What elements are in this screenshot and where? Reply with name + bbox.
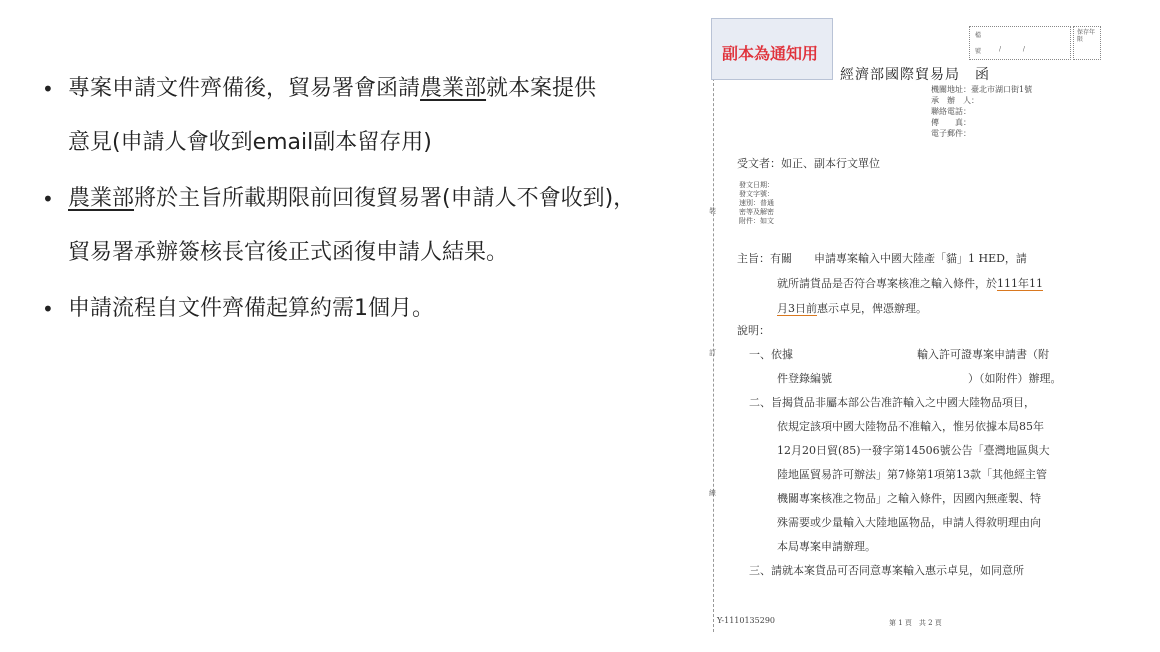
- bullet-1-text-b: 就本案提供: [486, 76, 597, 101]
- bullet-item-2: [42, 172, 682, 280]
- dispatch-number: 發文字號：: [739, 190, 774, 198]
- recipient-line: 受文者：如正、副本行文單位: [737, 157, 880, 170]
- document-code: Y-1110135290: [717, 616, 776, 625]
- explanation-line: 三、請就本案貨品可否同意專案輸入惠示卓見，如同意所: [749, 564, 1024, 577]
- bullet-2-line-1: [68, 172, 682, 226]
- explanation-line: 本局專案申請辦理。: [777, 540, 876, 553]
- file-number-box: [969, 26, 1101, 60]
- official-letter-image: [711, 18, 1111, 632]
- bullet-1-text-a: 專案申請文件齊備後，貿易署會函請: [68, 76, 421, 101]
- explanation-line: 二、旨揭貨品非屬本部公告准許輸入之中國大陸物品項目，: [749, 396, 1035, 409]
- bullet-1-underlined-agency: 農業部: [420, 76, 487, 101]
- explanation-line: 依規定該項中國大陸物品不准輸入，惟另依據本局85年: [777, 420, 1044, 433]
- bullet-list: [42, 62, 682, 336]
- explanation-text: ）（如附件）辦理。: [968, 372, 1062, 385]
- handler: 承 辦 人：: [931, 96, 979, 105]
- binding-mark-zhuang: 裝: [709, 207, 716, 215]
- bullet-2-line-2: 貿易署承辦簽核長官後正式函復申請人結果。: [68, 240, 509, 265]
- bullet-dot: •: [42, 77, 54, 101]
- file-number-slashes: / /: [999, 46, 1035, 53]
- explanation-text: 一、依據: [749, 348, 793, 361]
- bullet-1-line-1: [68, 62, 682, 116]
- binding-mark-xian: 線: [709, 489, 716, 497]
- explanation-text: 件登錄編號: [777, 372, 832, 385]
- bullet-dot: •: [42, 187, 54, 211]
- subject-line-1: [737, 246, 1107, 271]
- bullet-item-3: [42, 282, 682, 336]
- explanation-line: [737, 367, 1109, 391]
- bullet-item-1: [42, 62, 682, 170]
- bullet-3-text: 申請流程自文件齊備起算約需1個月。: [68, 296, 434, 321]
- dispatch-meta: [739, 181, 774, 226]
- copy-notice-label: 副本為通知用: [722, 44, 819, 63]
- subject-label: 主旨：: [737, 252, 770, 265]
- bullet-1-line-2: 意見(申請人會收到email副本留存用): [68, 130, 432, 155]
- copy-notice-stamp: [711, 18, 833, 80]
- subject-line-2: [737, 271, 1107, 296]
- explanation-line: [737, 343, 1109, 367]
- number-label: 號: [975, 48, 982, 55]
- subject-block: [737, 246, 1107, 321]
- bullet-2-text: 將於主旨所載期限前回復貿易署(申請人不會收到)，: [134, 186, 636, 211]
- deadline-highlight-a: 111年11: [997, 277, 1043, 290]
- fax: 傳 真：: [931, 118, 971, 127]
- deadline-highlight-b: 月3日前: [777, 302, 817, 315]
- explanation-line: 陸地區貿易許可辦法」第7條第1項第13款「其他經主管: [777, 468, 1047, 481]
- speed-class: 速別：普通: [739, 199, 774, 207]
- agency-contact-block: [931, 84, 1032, 139]
- binding-mark-ding: 訂: [709, 349, 716, 357]
- subject-text-3: 惠示卓見，俾憑辦理。: [817, 302, 927, 315]
- bullet-2-underlined-agency: 農業部: [68, 186, 135, 211]
- page-indicator: 第 1 頁 共 2 頁: [889, 619, 942, 627]
- agency-address: 機關地址：臺北市湖口街1號: [931, 85, 1033, 94]
- bullet-dot: •: [42, 297, 54, 321]
- binding-line: [709, 48, 716, 632]
- attachments: 附件：如文: [739, 217, 774, 225]
- secrecy-class: 密等及解密: [739, 208, 774, 216]
- explanation-heading: 說明：: [737, 324, 770, 337]
- agency-title: 經濟部國際貿易局 函: [840, 67, 990, 83]
- explanation-line: 殊需要或少量輸入大陸地區物品，申請人得敘明理由向: [777, 516, 1041, 529]
- explanation-block: [737, 319, 1109, 583]
- subject-text-2: 就所請貨品是否符合專案核准之輸入條件，於: [777, 277, 997, 290]
- explanation-line: 12月20日貿(85)一發字第14506號公告「臺灣地區與大: [777, 444, 1050, 457]
- retention-label: 保存年限: [1077, 29, 1096, 43]
- subject-line-3: [737, 296, 1107, 321]
- subject-text-1: 有關 申請專案輸入中國大陸產「貓」1 HED，請: [770, 252, 1027, 265]
- file-label: 檔: [975, 32, 982, 39]
- dispatch-date: 發文日期：: [739, 181, 774, 189]
- email: 電子郵件：: [931, 129, 971, 138]
- phone: 聯絡電話：: [931, 107, 971, 116]
- explanation-line: 機關專案核准之物品」之輸入條件，因國內無產製、特: [777, 492, 1041, 505]
- explanation-text: 輸入許可證專案申請書（附: [917, 348, 1049, 361]
- file-number-frame: [969, 26, 1071, 60]
